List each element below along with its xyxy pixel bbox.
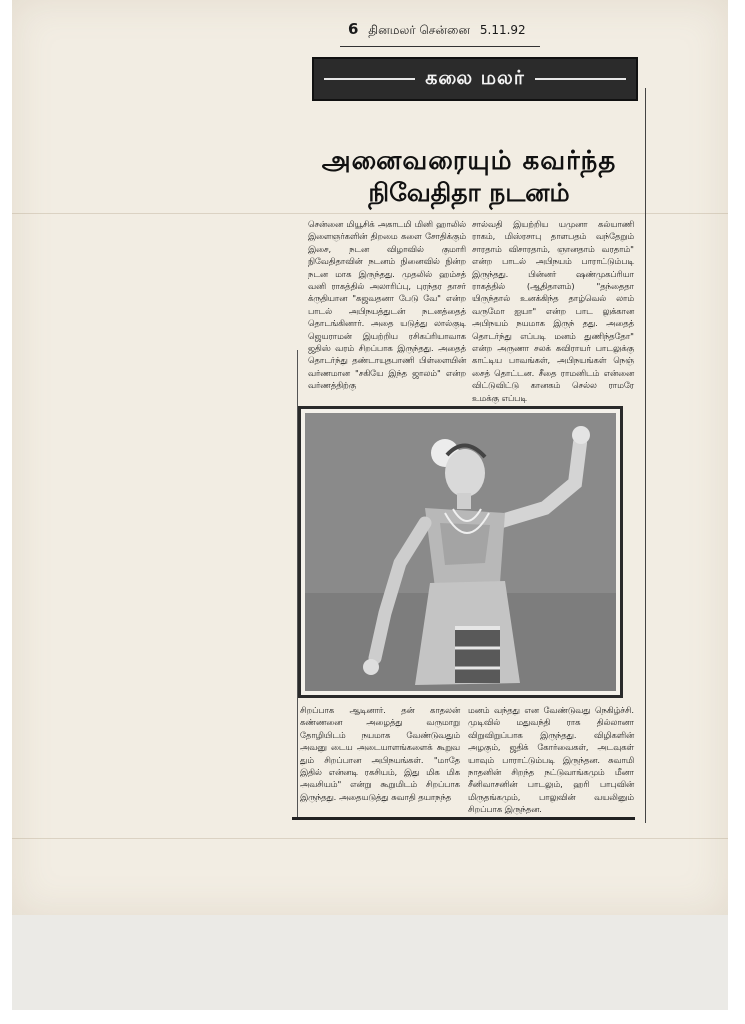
- dancer-photo-frame: [298, 406, 623, 698]
- header-rule: [340, 46, 540, 47]
- masthead: தினமலர் சென்னை: [368, 23, 471, 37]
- headline-line-1: அனைவரையும் கவர்ந்த: [321, 146, 617, 176]
- banner-rule-right: [535, 78, 626, 80]
- article-column-1-continued: [300, 704, 460, 803]
- section-title: கலை மலர்: [425, 66, 525, 89]
- article-column-2-continued: [468, 704, 634, 816]
- headline-line-2: நிவேதிதா நடனம்: [368, 178, 570, 207]
- scan-background: [12, 915, 728, 1010]
- dancer-figure-icon: [305, 413, 616, 691]
- page-header: [348, 20, 648, 42]
- dancer-photo: [305, 413, 616, 691]
- article-end-rule: [292, 817, 635, 820]
- article-text: மனம் வந்தது என வேண்டுவது நெகிழ்ச்சி. முடிவில் மதுவந்தி ராக தில்லானா விறுவிறுப்பாக இருந்தது. விழிகளின் அழகும், ஜதிக் கோர்வைகள், அடவுகள் யாவும் பாராட்டும்படி இருந்தன. சுவாமி நாதனின் சிறந்த நட்டுவாங்கமும் மீனா சீனிவாசனின் பாடலும், ஹரி பாபுவின் மிருதங்கமும், பாலுவின் வயலினும் சிறப்பாக இருந்தன.: [468, 705, 634, 815]
- section-banner: [312, 57, 638, 101]
- issue-date: 5.11.92: [479, 23, 526, 37]
- fold-line: [12, 838, 728, 839]
- page-number: 6: [348, 20, 359, 38]
- article-text: சென்னை மியூசிக் அகாடமி மினி ஹாலில் இளைஞர்களின் திறமை களை சோதிக்கும் இசை, நடன விழாவில் குமாரி நிவேதிதாவின் நடனம் நினைவில் நின்ற நடன மாக இருந்தது. முதலில் ஹம்சத் வனி ராகத்தில் அலாரிப்பு, புரந்தர தாசர் க்ருதியான "கஜவதனா பேடு வே" என்ற பாடல் அபிநயத்துடன் நடனத்தைத் தொடங்கினார். அதை யடுத்து லால்குடி ஜெயராமன் இயற்றிய ரசிகப்ரியாவாக ஜதிஸ் வரம் சிறப்பாக இருந்தது. அதைத் தொடர்ந்து தண்டாயுதபாணி பிள்ளையின் வர்ணமான "சகியே இந்த ஜாலம்" என்ற வர்ணத்திற்கு: [308, 219, 466, 391]
- column-border: [645, 88, 646, 823]
- article-text: சால்வதி இயற்றிய யமுனா கல்யாணி ராகம், மிஸ்ரசாபு தாளபதம் வந்தேறும் சாரதாம் விசாரதாம், ஞானதாம் வரதாம்" என்ற பாடல் அபிநயம் பாராட்டும்படி இருந்தது. பின்னர் ஷண்முகப்ரியா ராகத்தில் (ஆதிதாளம்) "தந்தைதா யிருந்தால் உனக்கிந்த தாழ்வெல் லாம் வருமோ ஐயா" என்ற பாட லுக்கான அபிநயம் நயமாக இருந் தது. அதைத் தொடர்ந்து எப்படி மனம் துணிந்ததோ" என்ற அருணா சலக் கவிராயர் பாடலுக்கு காட்டிய பாவங்கள், அபிநயங்கள் நெஞ் சைத் தொட்டன. சீதை ராமனிடம் என்னை விட்டுவிட்டு கானகம் செல்ல ராமரே உமக்கு எப்படி: [472, 219, 634, 403]
- newspaper-clipping: [300, 20, 645, 825]
- article-text: சிறப்பாக ஆடினார். தன் காதலன் கண்ணனை அழைத்து வருமாறு தோழியிடம் நயமாக வேண்டுவதும் அவனு டைய அடையாளங்களைக் கூறுவ தும் சிறப்பான அபிநயங்கள். "மாதே இதில் என்னடி ரகசியம், இது மிக மிக அவசியம்" என்று கூறுமிடம் சிறப்பாக இருந்தது. அதையடுத்து சுவாதி தயாநந்த: [300, 705, 460, 802]
- banner-rule-left: [324, 78, 415, 80]
- article-column-1: [308, 218, 466, 392]
- article-column-2: [472, 218, 634, 404]
- article-headline: [308, 145, 630, 209]
